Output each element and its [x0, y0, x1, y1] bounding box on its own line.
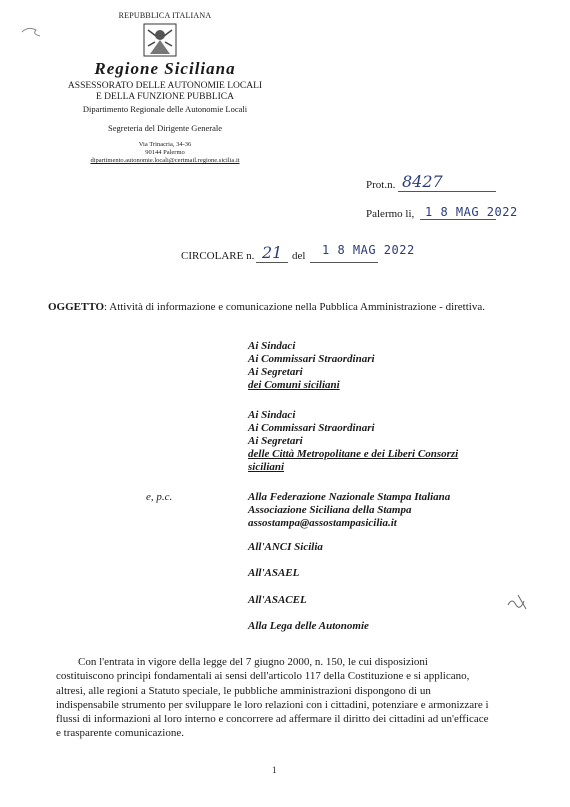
- recipient-line: delle Città Metropolitane e dei Liberi Consorzi: [248, 448, 459, 460]
- email-link[interactable]: dipartimento.autonomie.locali@certmail.regione.sicilia.it: [90, 157, 240, 164]
- recipient-line: Alla Federazione Nazionale Stampa Italiana: [248, 491, 451, 503]
- body-line: indispensabile strumento per sviluppare le loro relazioni con i cittadini, potenziare e armonizzare i: [56, 698, 489, 711]
- protocol-rule: [398, 191, 496, 192]
- body-line: flussi di informazioni al loro interno e concorrere ad affermare il diritto dei cittadini ad un'efficace: [56, 713, 489, 726]
- recipient-email[interactable]: assostampa@assostampasicilia.it: [248, 517, 397, 529]
- segreteria-label: Segreteria del Dirigente Generale: [108, 123, 222, 133]
- assessorato-line-1: ASSESSORATO DELLE AUTONOMIE LOCALI: [67, 81, 263, 91]
- regional-emblem-icon: [140, 22, 180, 58]
- circolare-date-rule: [310, 262, 378, 263]
- region-title: Regione Siciliana: [94, 59, 236, 78]
- recipient-line: siciliani: [248, 461, 285, 473]
- recipient-asacel: All'ASACEL: [248, 594, 307, 606]
- body-line: altresì, alle regioni a Statuto speciale, le pubbliche amministrazioni dispongono di un: [56, 684, 431, 697]
- recipient-anci: All'ANCI Sicilia: [248, 541, 323, 553]
- body-line: e trasparente comunicazione.: [56, 727, 184, 740]
- body-line: Con l'entrata in vigore della legge del 7 giugno 2000, n. 150, le cui disposizioni: [78, 656, 428, 668]
- recipient-line: Ai Segretari: [248, 366, 303, 378]
- date-stamp: 1 8 MAG 2022: [425, 205, 518, 219]
- recipient-line: Ai Commissari Straordinari: [248, 353, 375, 365]
- date-rule: [420, 219, 496, 220]
- oggetto-line: [48, 301, 485, 313]
- recipient-line: Ai Segretari: [248, 435, 303, 447]
- dipartimento-label: Dipartimento Regionale delle Autonomie Locali: [82, 104, 248, 114]
- pen-mark: [506, 593, 530, 613]
- republic-label: REPUBBLICA ITALIANA: [118, 11, 212, 20]
- recipient-line: dei Comuni siciliani: [248, 379, 340, 391]
- oggetto-label: OGGETTO: [48, 301, 105, 313]
- body-line: costituiscono principi fondamentali ai sensi dell'articolo 117 della Costituzione e si applicano,: [56, 670, 470, 683]
- recipient-line: Ai Sindaci: [248, 409, 296, 421]
- address-line-2: 90144 Palermo: [145, 149, 185, 156]
- recipient-group-3: [248, 491, 528, 530]
- page-number: 1: [272, 765, 277, 775]
- assessorato-line-2: E DELLA FUNZIONE PUBBLICA: [95, 92, 234, 102]
- protocol-number: 8427: [402, 172, 443, 191]
- recipient-line: Ai Commissari Straordinari: [248, 422, 375, 434]
- recipient-group-1: [248, 340, 508, 392]
- recipient-line: Ai Sindaci: [248, 340, 296, 352]
- recipient-line: Associazione Siciliana della Stampa: [248, 504, 412, 516]
- recipient-lega: Alla Lega delle Autonomie: [248, 620, 369, 632]
- protocol-label: Prot.n.: [366, 179, 396, 191]
- circolare-number-rule: [256, 262, 288, 263]
- oggetto-text: : Attività di informazione e comunicazione nella Pubblica Amministrazione - direttiva.: [104, 301, 485, 313]
- circolare-label: CIRCOLARE n.: [181, 250, 255, 262]
- body-paragraph: [56, 655, 506, 741]
- epc-label: e, p.c.: [146, 491, 173, 503]
- recipient-group-2: [248, 409, 518, 474]
- address-line-1: Via Trinacria, 34-36: [138, 141, 192, 148]
- date-label: Palermo li,: [366, 208, 415, 220]
- pen-mark: [20, 18, 42, 38]
- circolare-number: 21: [262, 243, 283, 262]
- circolare-del-label: del: [292, 250, 306, 262]
- recipient-asael: All'ASAEL: [248, 567, 300, 579]
- circolare-date-stamp: 1 8 MAG 2022: [322, 243, 415, 257]
